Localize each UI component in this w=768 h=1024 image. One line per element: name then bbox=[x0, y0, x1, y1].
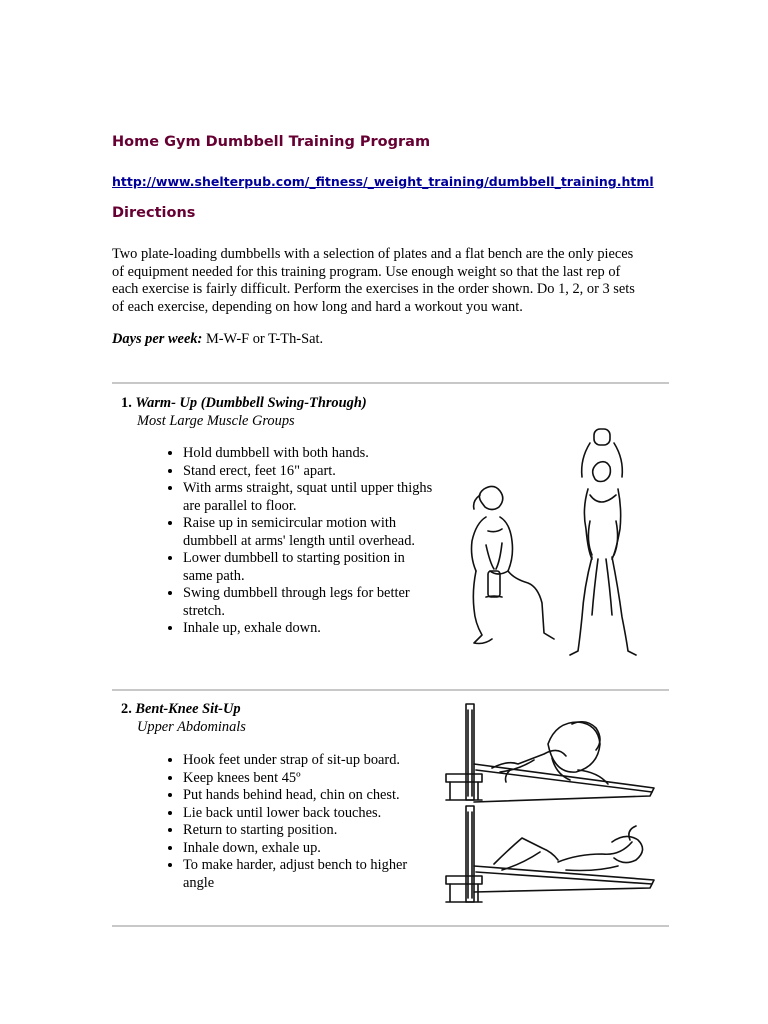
exercise-1-steps bbox=[158, 445, 435, 638]
exercise-1-header bbox=[121, 394, 367, 430]
list-item: • Put hands behind head, chin on chest. bbox=[183, 787, 435, 805]
sit-up-illustration bbox=[440, 700, 665, 910]
exercise-2-muscles: Upper Abdominals bbox=[137, 719, 246, 735]
list-item: • Swing dumbbell through legs for better stretch. bbox=[183, 585, 435, 620]
list-item: • With arms straight, squat until upper thighs are parallel to floor. bbox=[183, 480, 435, 515]
list-item: • Lie back until lower back touches. bbox=[183, 805, 435, 823]
exercise-1-muscles: Most Large Muscle Groups bbox=[137, 413, 295, 429]
source-link[interactable]: http://www.shelterpub.com/_fitness/_weight_training/dumbbell_training.html bbox=[112, 174, 654, 189]
days-label: Days per week: bbox=[112, 331, 203, 347]
list-item: • Inhale down, exhale up. bbox=[183, 840, 435, 858]
exercise-2-header bbox=[121, 700, 246, 736]
exercise-2-name: Bent-Knee Sit-Up bbox=[135, 701, 241, 717]
list-item: • Hook feet under strap of sit-up board. bbox=[183, 752, 435, 770]
divider bbox=[112, 382, 669, 384]
exercise-1-name: Warm- Up (Dumbbell Swing-Through) bbox=[135, 395, 367, 411]
page-title: Home Gym Dumbbell Training Program bbox=[112, 134, 431, 150]
list-item: • Hold dumbbell with both hands. bbox=[183, 445, 435, 463]
days-per-week bbox=[112, 331, 323, 348]
directions-paragraph: Two plate-loading dumbbells with a selection of plates and a flat bench are the only pieces of equipment needed for this training program. Use enough weight so that the last rep of each exercise is fairly difficult. Perform the exercises in the order shown. Do 1, 2, or 3 sets of each exercise, depending on how long and hard a workout you want. bbox=[112, 246, 635, 315]
exercise-1-number: 1. bbox=[121, 395, 132, 411]
list-item: • Return to starting position. bbox=[183, 822, 435, 840]
directions-heading: Directions bbox=[112, 205, 196, 221]
list-item: • Keep knees bent 45º bbox=[183, 770, 435, 788]
divider bbox=[112, 925, 669, 927]
list-item: • Lower dumbbell to starting position in same path. bbox=[183, 550, 435, 585]
list-item: • Raise up in semicircular motion with dumbbell at arms' length until overhead. bbox=[183, 515, 435, 550]
exercise-2-number: 2. bbox=[121, 701, 132, 717]
swing-through-illustration bbox=[450, 425, 650, 660]
list-item: • Stand erect, feet 16" apart. bbox=[183, 463, 435, 481]
days-value: M-W-F or T-Th-Sat. bbox=[205, 331, 324, 347]
divider bbox=[112, 689, 669, 691]
list-item: • Inhale up, exhale down. bbox=[183, 620, 435, 638]
exercise-2-steps bbox=[158, 752, 435, 892]
list-item: • To make harder, adjust bench to higher angle bbox=[183, 857, 435, 892]
